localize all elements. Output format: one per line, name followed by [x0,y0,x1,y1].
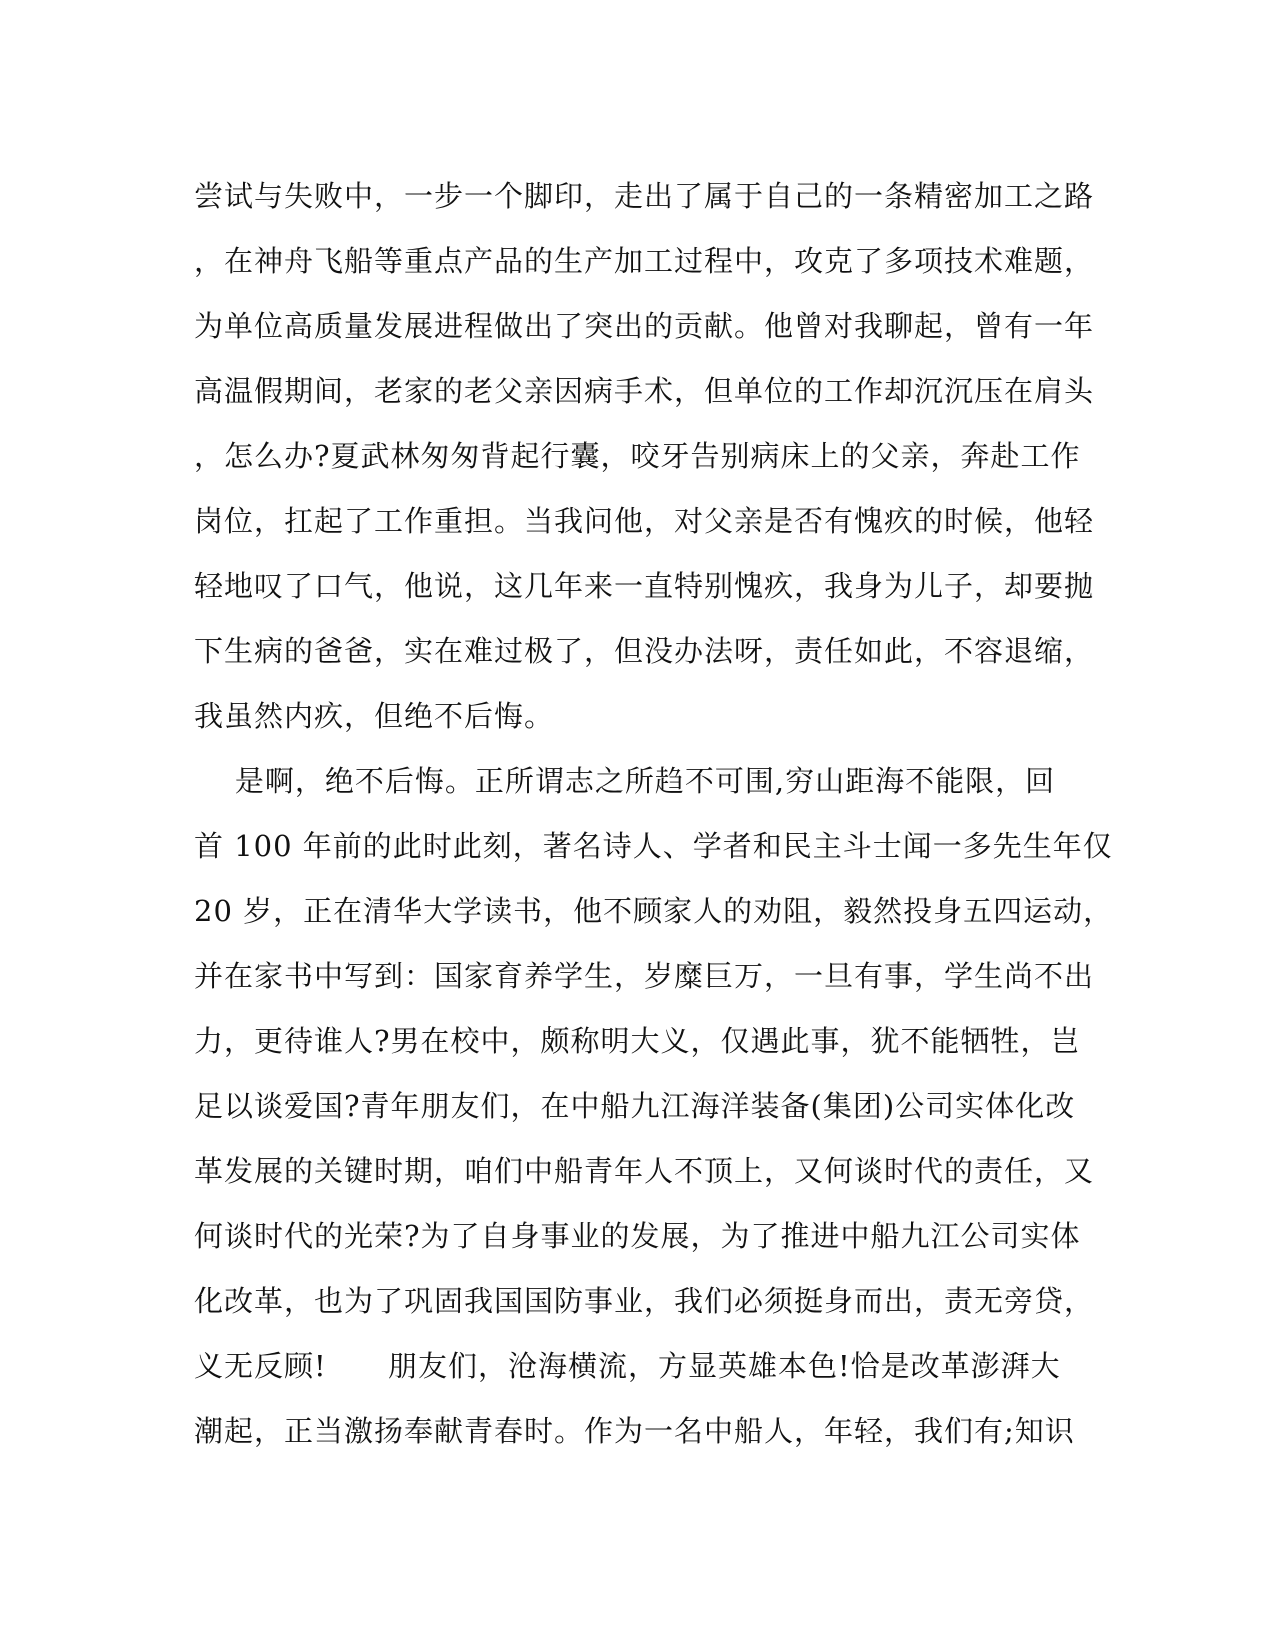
text-line: 岗位，扛起了工作重担。当我问他，对父亲是否有愧疚的时候，他轻 [194,504,1095,538]
text-line: 义无反顾! 朋友们，沧海横流，方显英雄本色!恰是改革澎湃大 [194,1349,1061,1383]
text-line: 20 岁，正在清华大学读书，他不顾家人的劝阻，毅然投身五四运动， [194,894,1114,928]
text-line: ，在神舟飞船等重点产品的生产加工过程中，攻克了多项技术难题， [194,244,1095,278]
text-line: 化改革，也为了巩固我国国防事业，我们必须挺身而出，责无旁贷， [194,1284,1095,1318]
text-line: 尝试与失败中，一步一个脚印，走出了属于自己的一条精密加工之路 [194,179,1095,213]
text-line: 我虽然内疚，但绝不后悔。 [194,699,555,733]
text-line: 力，更待谁人?男在校中，颇称明大义，仅遇此事，犹不能牺牲，岂 [194,1024,1081,1058]
text-line: 高温假期间，老家的老父亲因病手术，但单位的工作却沉沉压在肩头 [194,374,1095,408]
text-line: 潮起，正当激扬奉献青春时。作为一名中船人，年轻，我们有;知识 [194,1414,1075,1448]
text-line: 何谈时代的光荣?为了自身事业的发展，为了推进中船九江公司实体 [194,1219,1081,1253]
text-line: ，怎么办?夏武林匆匆背起行囊，咬牙告别病床上的父亲，奔赴工作 [194,439,1081,473]
text-line: 轻地叹了口气，他说，这几年来一直特别愧疚，我身为儿子，却要抛 [194,569,1095,603]
text-line: 首 100 年前的此时此刻，著名诗人、学者和民主斗士闻一多先生年仅 [194,829,1113,863]
text-line: 足以谈爱国?青年朋友们，在中船九江海洋装备(集团)公司实体化改 [194,1089,1076,1123]
text-line: 并在家书中写到：国家育养学生，岁糜巨万，一旦有事，学生尚不出 [194,959,1095,993]
text-line: 下生病的爸爸，实在难过极了，但没办法呀，责任如此，不容退缩， [194,634,1095,668]
body-text [194,164,1114,1464]
text-line: 革发展的关键时期，咱们中船青年人不顶上，又何谈时代的责任，又 [194,1154,1095,1188]
text-line: 是啊，绝不后悔。正所谓志之所趋不可围,穷山距海不能限，回 [194,764,1056,798]
text-line: 为单位高质量发展进程做出了突出的贡献。他曾对我聊起，曾有一年 [194,309,1095,343]
